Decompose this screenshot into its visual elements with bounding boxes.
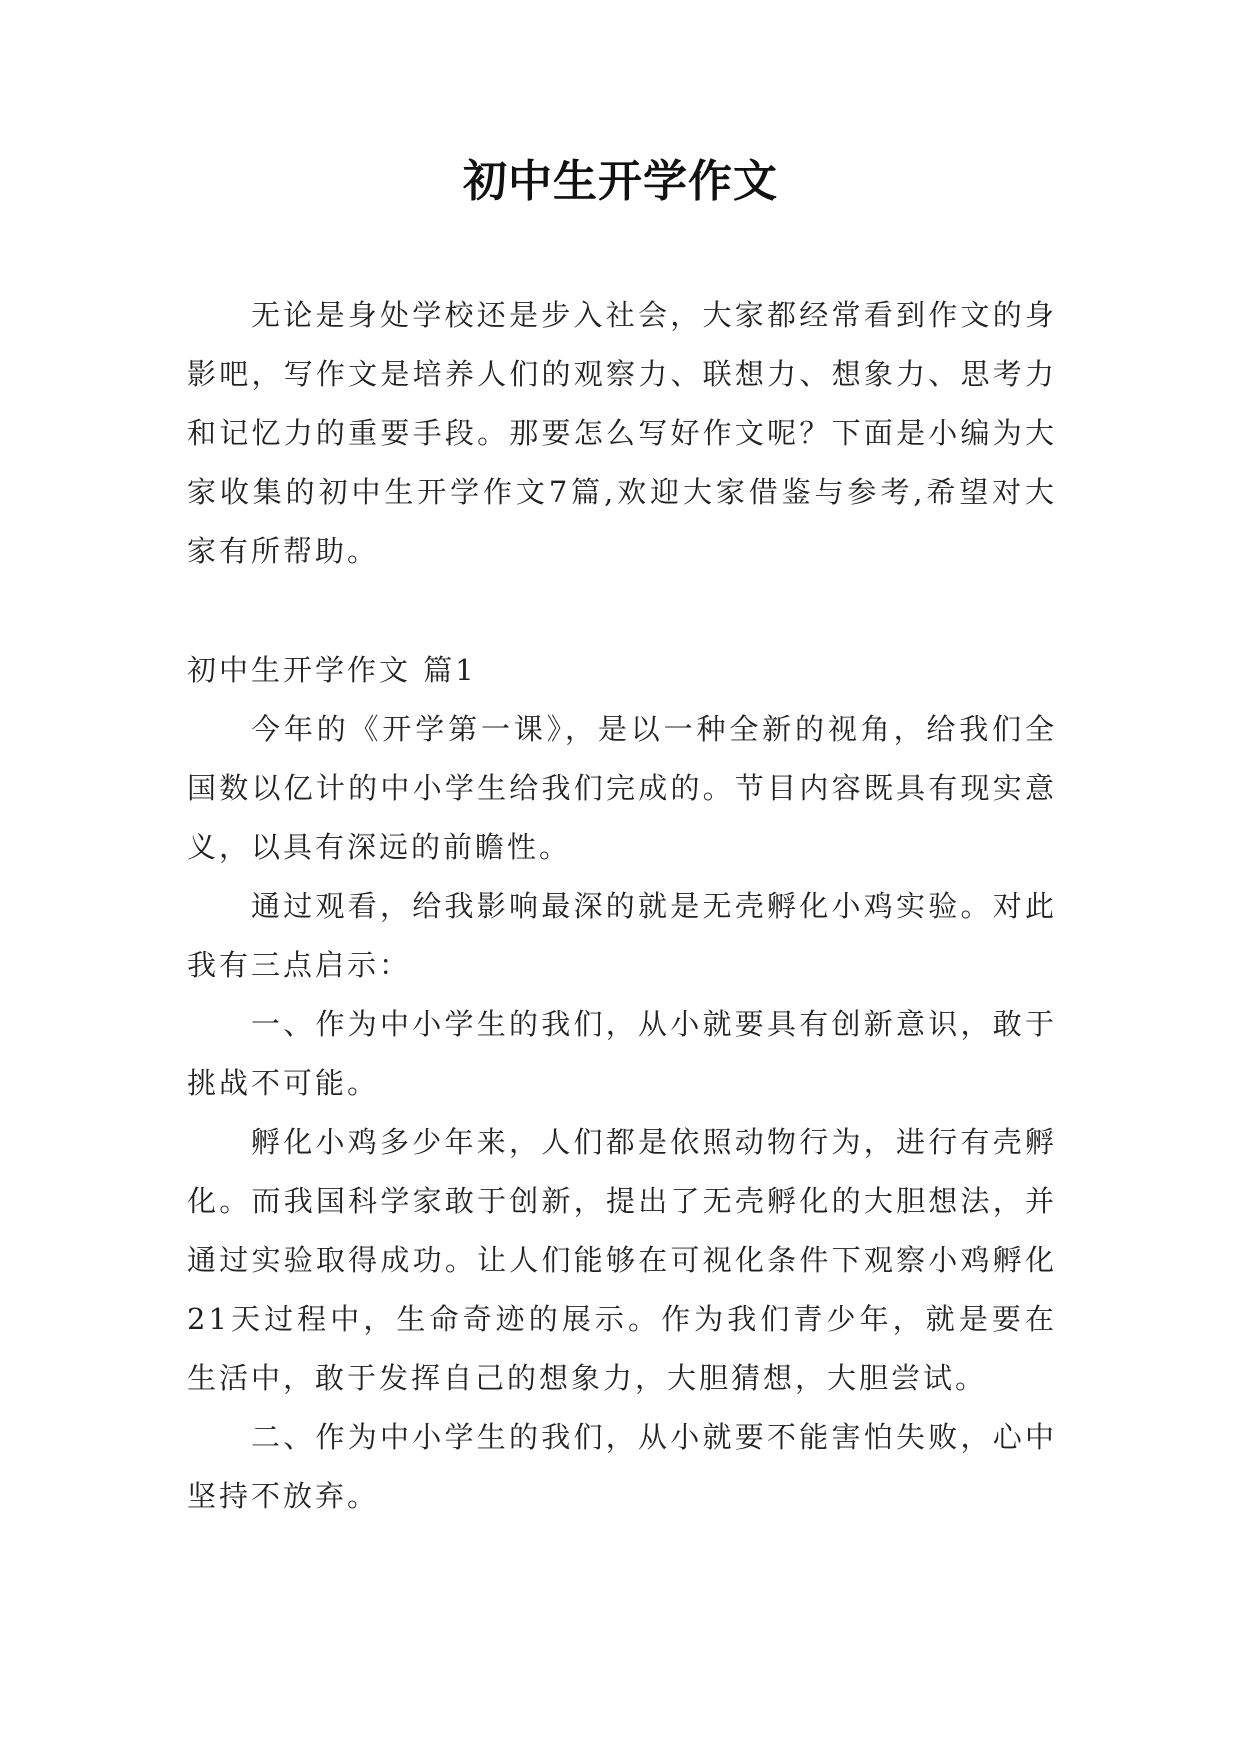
body-paragraph: 二、作为中小学生的我们，从小就要不能害怕失败，心中坚持不放弃。 bbox=[187, 1420, 1057, 1513]
body-paragraph: 孵化小鸡多少年来，人们都是依照动物行为，进行有壳孵化。而我国科学家敢于创新，提出了无壳孵化的大胆想法，并通过实验取得成功。让人们能够在可视化条件下观察小鸡孵化21天过程中，生命奇迹的展示。作为我们青少年，就是要在生活中，敢于发挥自己的想象力，大胆猜想，大胆尝试。 bbox=[187, 1125, 1057, 1395]
intro-paragraph: 无论是身处学校还是步入社会，大家都经常看到作文的身影吧，写作文是培养人们的观察力、联想力、想象力、思考力和记忆力的重要手段。那要怎么写好作文呢？下面是小编为大家收集的初中生开学作文7篇,欢迎大家借鉴与参考,希望对大家有所帮助。 bbox=[187, 298, 1057, 568]
body-paragraph: 今年的《开学第一课》，是以一种全新的视角，给我们全国数以亿计的中小学生给我们完成的。节目内容既具有现实意义，以具有深远的前瞻性。 bbox=[187, 712, 1057, 864]
body-paragraph: 一、作为中小学生的我们，从小就要具有创新意识，敢于挑战不可能。 bbox=[187, 1007, 1057, 1100]
body-paragraph: 通过观看，给我影响最深的就是无壳孵化小鸡实验。对此我有三点启示： bbox=[187, 889, 1057, 982]
section-heading: 初中生开学作文 篇1 bbox=[187, 653, 477, 687]
document-body bbox=[187, 286, 1057, 1526]
document-title: 初中生开学作文 bbox=[463, 156, 778, 207]
